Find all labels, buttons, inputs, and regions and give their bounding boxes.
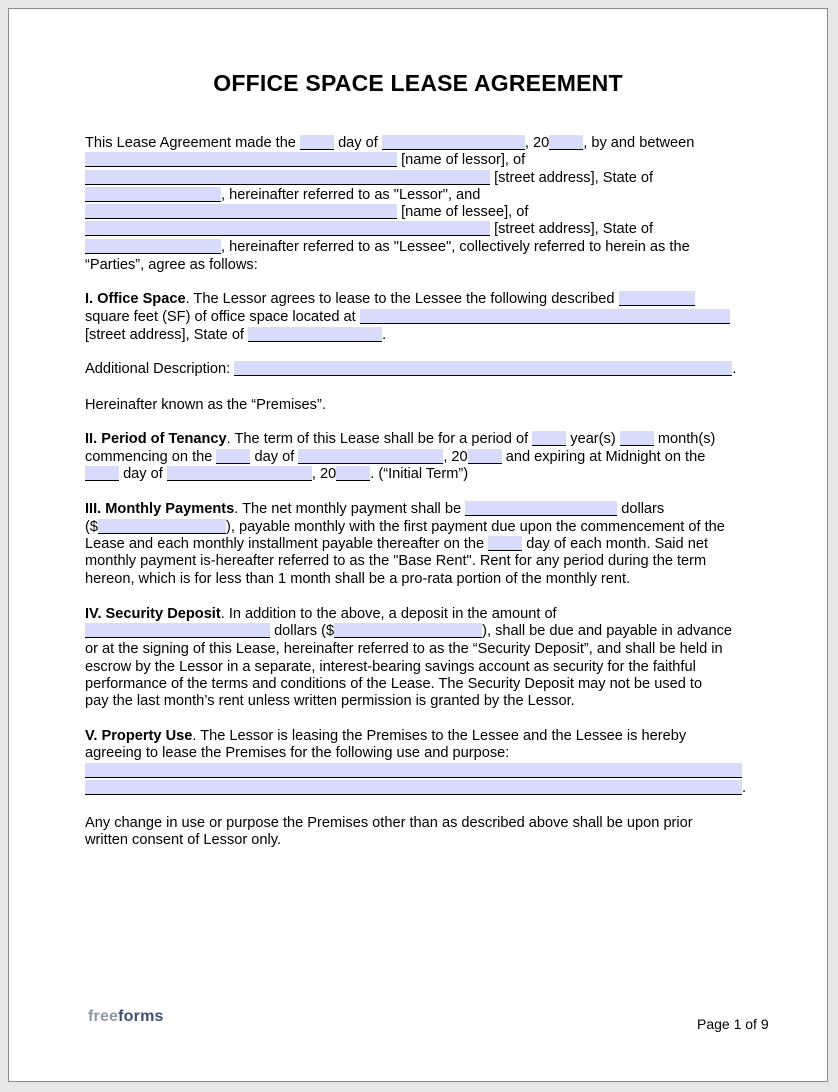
tenancy-line-1 [85, 431, 715, 448]
deposit-heading: IV. Security Deposit [85, 606, 221, 622]
intro-line-8: “Parties”, agree as follows: [85, 257, 258, 273]
tenancy-text: day of [254, 449, 295, 465]
payments-text: day of each month. Said net [526, 536, 709, 552]
deposit-line-2 [85, 623, 732, 640]
use-line-1 [85, 728, 686, 745]
use-heading: V. Property Use [85, 728, 193, 744]
deposit-line-6: pay the last month’s rent unless written permission is granted by the Lessor. [85, 693, 575, 709]
use-line-4 [85, 780, 746, 797]
payments-line-5: hereon, which is for less than 1 month shall be a pro-rata portion of the monthly rent. [85, 571, 631, 587]
tenancy-text: month(s) [657, 431, 716, 447]
additional-description-line [85, 361, 736, 378]
end-year-field[interactable] [336, 466, 370, 481]
monthly-payment-amount-field[interactable] [98, 519, 226, 534]
intro-text: , 20 [524, 135, 550, 151]
tenancy-text: , 20 [443, 449, 468, 465]
payments-line-2 [85, 519, 725, 536]
term-months-field[interactable] [620, 431, 654, 446]
payment-day-field[interactable] [488, 536, 522, 551]
payments-line-1 [85, 501, 664, 518]
use-purpose-field-2[interactable] [85, 780, 742, 795]
tenancy-text: commencing on the [85, 449, 213, 465]
office-space-line-2 [85, 309, 730, 326]
office-space-text: . [382, 327, 387, 343]
start-day-field[interactable] [216, 449, 250, 464]
office-space-heading: I. Office Space [85, 291, 186, 307]
additional-description-label: Additional Description: [85, 361, 231, 377]
additional-description-field[interactable] [234, 361, 732, 376]
additional-description-text: . [732, 361, 737, 377]
intro-line-7 [85, 239, 690, 256]
logo-forms-text: forms [118, 1008, 164, 1025]
tenancy-line-2 [85, 449, 705, 466]
tenancy-text: , 20 [311, 466, 337, 482]
page-number: Page 1 of 9 [697, 1016, 769, 1032]
payments-line-3 [85, 536, 708, 553]
intro-text: , by and between [583, 135, 695, 151]
intro-text: day of [338, 135, 378, 151]
use-line-2: agreeing to lease the Premises for the following use and purpose: [85, 745, 510, 761]
start-month-field[interactable] [298, 449, 443, 464]
use-line-3 [85, 763, 742, 780]
intro-text: [name of lessee], of [401, 204, 529, 220]
deposit-text: ), shall be due and payable in advance [482, 623, 732, 639]
office-address-field[interactable] [360, 309, 730, 324]
deposit-line-4: escrow by the Lessor in a separate, interest-bearing savings account as security for the faithful [85, 659, 696, 675]
payments-text: dollars [621, 501, 665, 517]
deposit-amount-field[interactable] [334, 623, 482, 638]
payments-line-4: monthly payment is-hereafter referred to as the "Base Rent". Rent for any period during the term [85, 553, 707, 569]
lessor-street-field[interactable] [85, 170, 490, 185]
office-space-line-3 [85, 327, 386, 344]
tenancy-text: . The term of this Lease shall be for a period of [226, 431, 529, 447]
deposit-text: dollars ($ [274, 623, 335, 639]
deposit-line-3: or at the signing of this Lease, hereinafter referred to as the “Security Deposit”, and shall be held in [85, 641, 723, 657]
intro-line-5 [85, 204, 528, 221]
office-state-field[interactable] [248, 327, 382, 342]
deposit-words-field[interactable] [85, 623, 270, 638]
lessor-state-field[interactable] [85, 187, 221, 202]
payments-text: . The net monthly payment shall be [234, 501, 462, 517]
end-day-field[interactable] [85, 466, 119, 481]
end-month-field[interactable] [167, 466, 312, 481]
deposit-line-5: performance of the terms and conditions of the Lease. The Security Deposit may not be used to [85, 676, 703, 692]
office-space-line-1 [85, 291, 695, 308]
intro-text: [street address], State of [494, 170, 654, 186]
use-text: . [742, 780, 747, 796]
lessee-state-field[interactable] [85, 239, 221, 254]
intro-line-3 [85, 170, 653, 187]
agreement-month-field[interactable] [382, 135, 525, 150]
intro-text: , hereinafter referred to as "Lessor", and [221, 187, 481, 203]
intro-line-4 [85, 187, 480, 204]
square-feet-field[interactable] [619, 291, 695, 306]
intro-line-6 [85, 221, 653, 238]
logo-free-text: free [88, 1008, 119, 1025]
tenancy-text: day of [123, 466, 163, 482]
intro-text: This Lease Agreement made the [85, 135, 296, 151]
tenancy-text: . (“Initial Term”) [370, 466, 469, 482]
intro-text: [name of lessor], of [401, 152, 526, 168]
use-purpose-field-1[interactable] [85, 763, 742, 778]
office-space-text: . The Lessor agrees to lease to the Lessee the following described [185, 291, 615, 307]
premises-line: Hereinafter known as the “Premises”. [85, 397, 326, 413]
change-line-2: written consent of Lessor only. [85, 832, 282, 848]
tenancy-line-3 [85, 466, 468, 483]
deposit-line-1 [85, 606, 557, 623]
tenancy-text: year(s) [570, 431, 616, 447]
intro-line-1 [85, 135, 694, 152]
tenancy-text: and expiring at Midnight on the [505, 449, 706, 465]
lessor-name-field[interactable] [85, 152, 397, 167]
agreement-year-field[interactable] [549, 135, 583, 150]
payments-text: ($ [85, 519, 98, 535]
deposit-text: . In addition to the above, a deposit in the amount of [220, 606, 557, 622]
term-years-field[interactable] [532, 431, 566, 446]
intro-text: , hereinafter referred to as "Lessee", collectively referred to herein as the [221, 239, 690, 255]
lessee-name-field[interactable] [85, 204, 397, 219]
use-text: . The Lessor is leasing the Premises to the Lessee and the Lessee is hereby [192, 728, 687, 744]
monthly-payment-words-field[interactable] [465, 501, 617, 516]
change-line-1: Any change in use or purpose the Premises other than as described above shall be upon prior [85, 815, 693, 831]
intro-text: [street address], State of [494, 221, 654, 237]
lessee-street-field[interactable] [85, 221, 490, 236]
document-title: OFFICE SPACE LEASE AGREEMENT [213, 70, 623, 96]
office-space-text: square feet (SF) of office space located at [85, 309, 356, 325]
start-year-field[interactable] [468, 449, 502, 464]
tenancy-heading: II. Period of Tenancy [85, 431, 227, 447]
payments-text: Lease and each monthly installment payable thereafter on the [85, 536, 485, 552]
agreement-day-field[interactable] [300, 135, 334, 150]
payments-heading: III. Monthly Payments [85, 501, 235, 517]
freeforms-logo [88, 1008, 164, 1026]
payments-text: ), payable monthly with the first payment due upon the commencement of the [225, 519, 725, 535]
office-space-text: [street address], State of [85, 327, 244, 343]
intro-line-2 [85, 152, 525, 169]
